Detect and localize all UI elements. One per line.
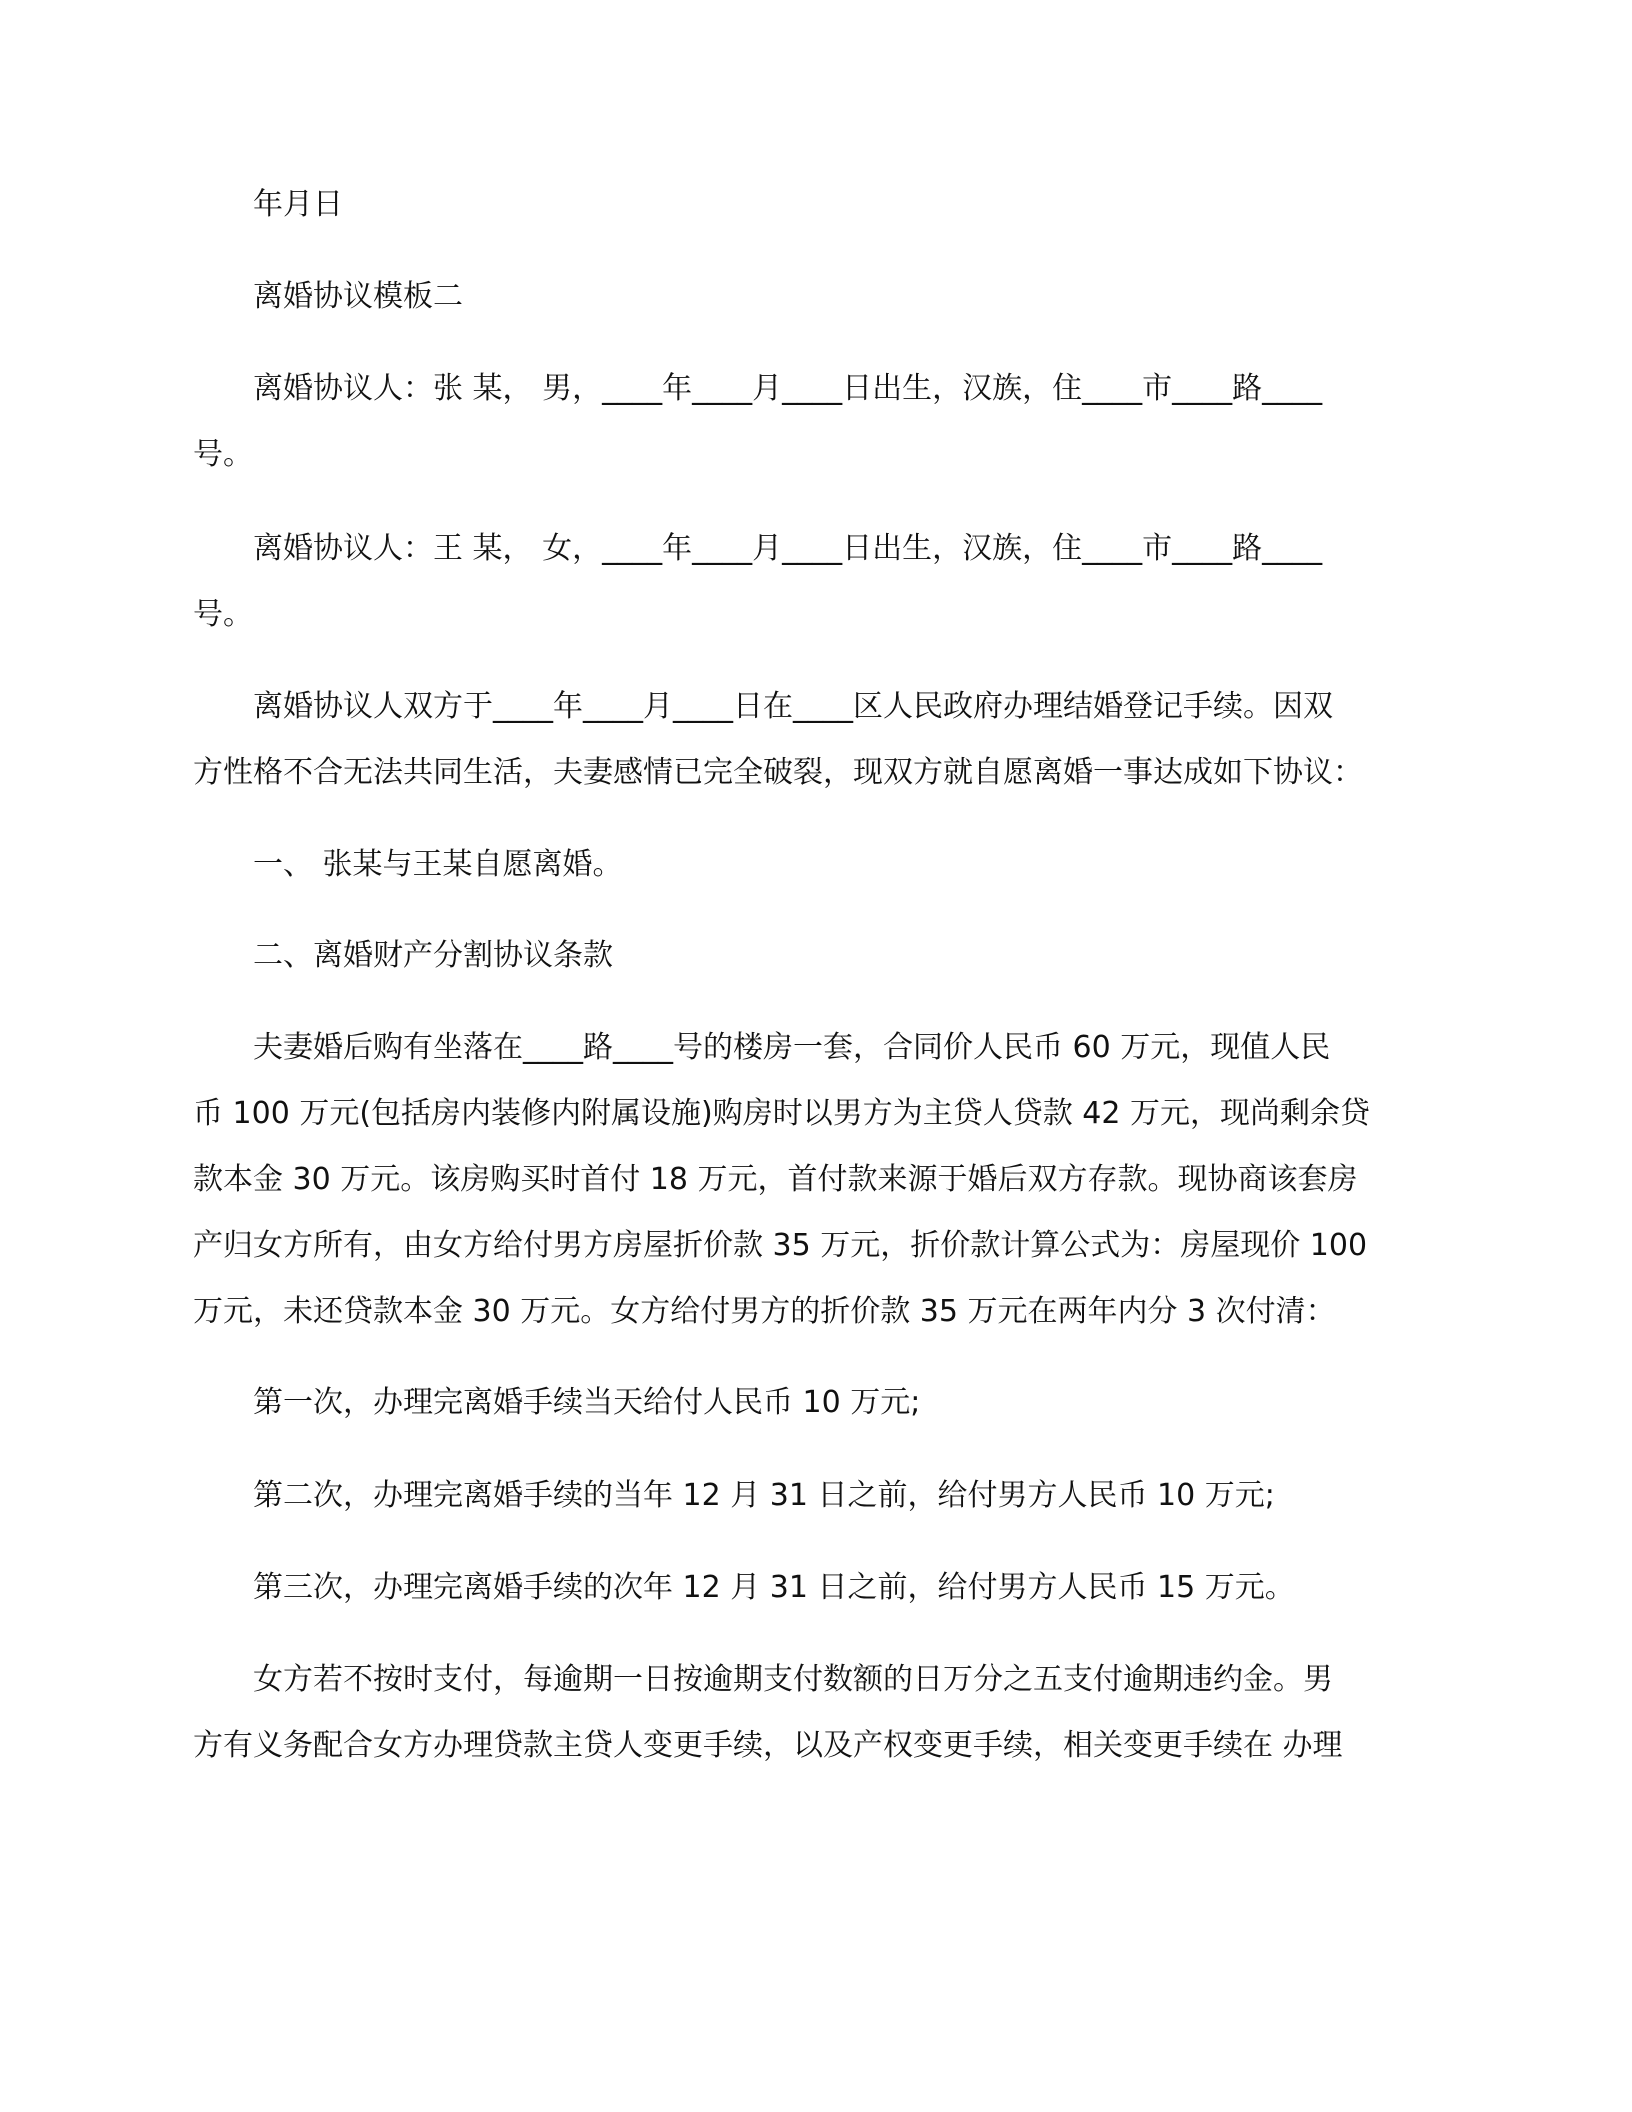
text-line: 方有义务配合女方办理贷款主贷人变更手续，以及产权变更手续，相关变更手续在 办理 (193, 1728, 1343, 1763)
payment-3 (193, 1555, 1433, 1621)
text-line: 离婚协议人：王 某， 女，____年____月____日出生，汉族，住____市____路____ (253, 531, 1323, 566)
text-line: 女方若不按时支付，每逾期一日按逾期支付数额的日万分之五支付逾期违约金。男 (253, 1662, 1333, 1697)
text-line: 第二次，办理完离婚手续的当年 12 月 31 日之前，给付男方人民币 10 万元; (253, 1478, 1275, 1513)
text-line: 离婚协议人：张 某， 男，____年____月____日出生，汉族，住____市____路____ (253, 371, 1323, 406)
marriage-statement-paragraph (193, 674, 1433, 806)
clause-1 (193, 832, 1433, 898)
text-line: 号。 (193, 597, 253, 632)
text-line: 币 100 万元(包括房内装修内附属设施)购房时以男方为主贷人贷款 42 万元，现尚剩余贷 (193, 1096, 1370, 1131)
payment-2 (193, 1463, 1433, 1529)
text-line: 二、离婚财产分割协议条款 (253, 938, 613, 973)
party-male-paragraph (193, 356, 1433, 488)
clause-2-heading (193, 923, 1433, 989)
party-female-paragraph (193, 516, 1433, 648)
text-line: 第一次，办理完离婚手续当天给付人民币 10 万元; (253, 1385, 921, 1420)
template-title (193, 264, 1433, 330)
text-line: 方性格不合无法共同生活，夫妻感情已完全破裂，现双方就自愿离婚一事达成如下协议： (193, 755, 1363, 790)
text-line: 产归女方所有，由女方给付男方房屋折价款 35 万元，折价款计算公式为：房屋现价 100 (193, 1228, 1368, 1263)
late-payment-paragraph (193, 1647, 1433, 1779)
text-line: 第三次，办理完离婚手续的次年 12 月 31 日之前，给付男方人民币 15 万元。 (253, 1570, 1295, 1605)
text-line: 款本金 30 万元。该房购买时首付 18 万元，首付款来源于婚后双方存款。现协商该套房 (193, 1162, 1358, 1197)
date-line (193, 172, 1433, 238)
text-line: 号。 (193, 437, 253, 472)
text-line: 万元，未还贷款本金 30 万元。女方给付男方的折价款 35 万元在两年内分 3 次付清： (193, 1294, 1336, 1329)
text-line: 离婚协议人双方于____年____月____日在____区人民政府办理结婚登记手续。因双 (253, 689, 1333, 724)
text-line: 夫妻婚后购有坐落在____路____号的楼房一套，合同价人民币 60 万元，现值人民 (253, 1030, 1331, 1065)
payment-1 (193, 1370, 1433, 1436)
text-line: 离婚协议模板二 (253, 279, 463, 314)
text-line: 一、 张某与王某自愿离婚。 (253, 847, 623, 882)
property-details-paragraph (193, 1015, 1433, 1345)
text-line: 年月日 (253, 187, 343, 222)
